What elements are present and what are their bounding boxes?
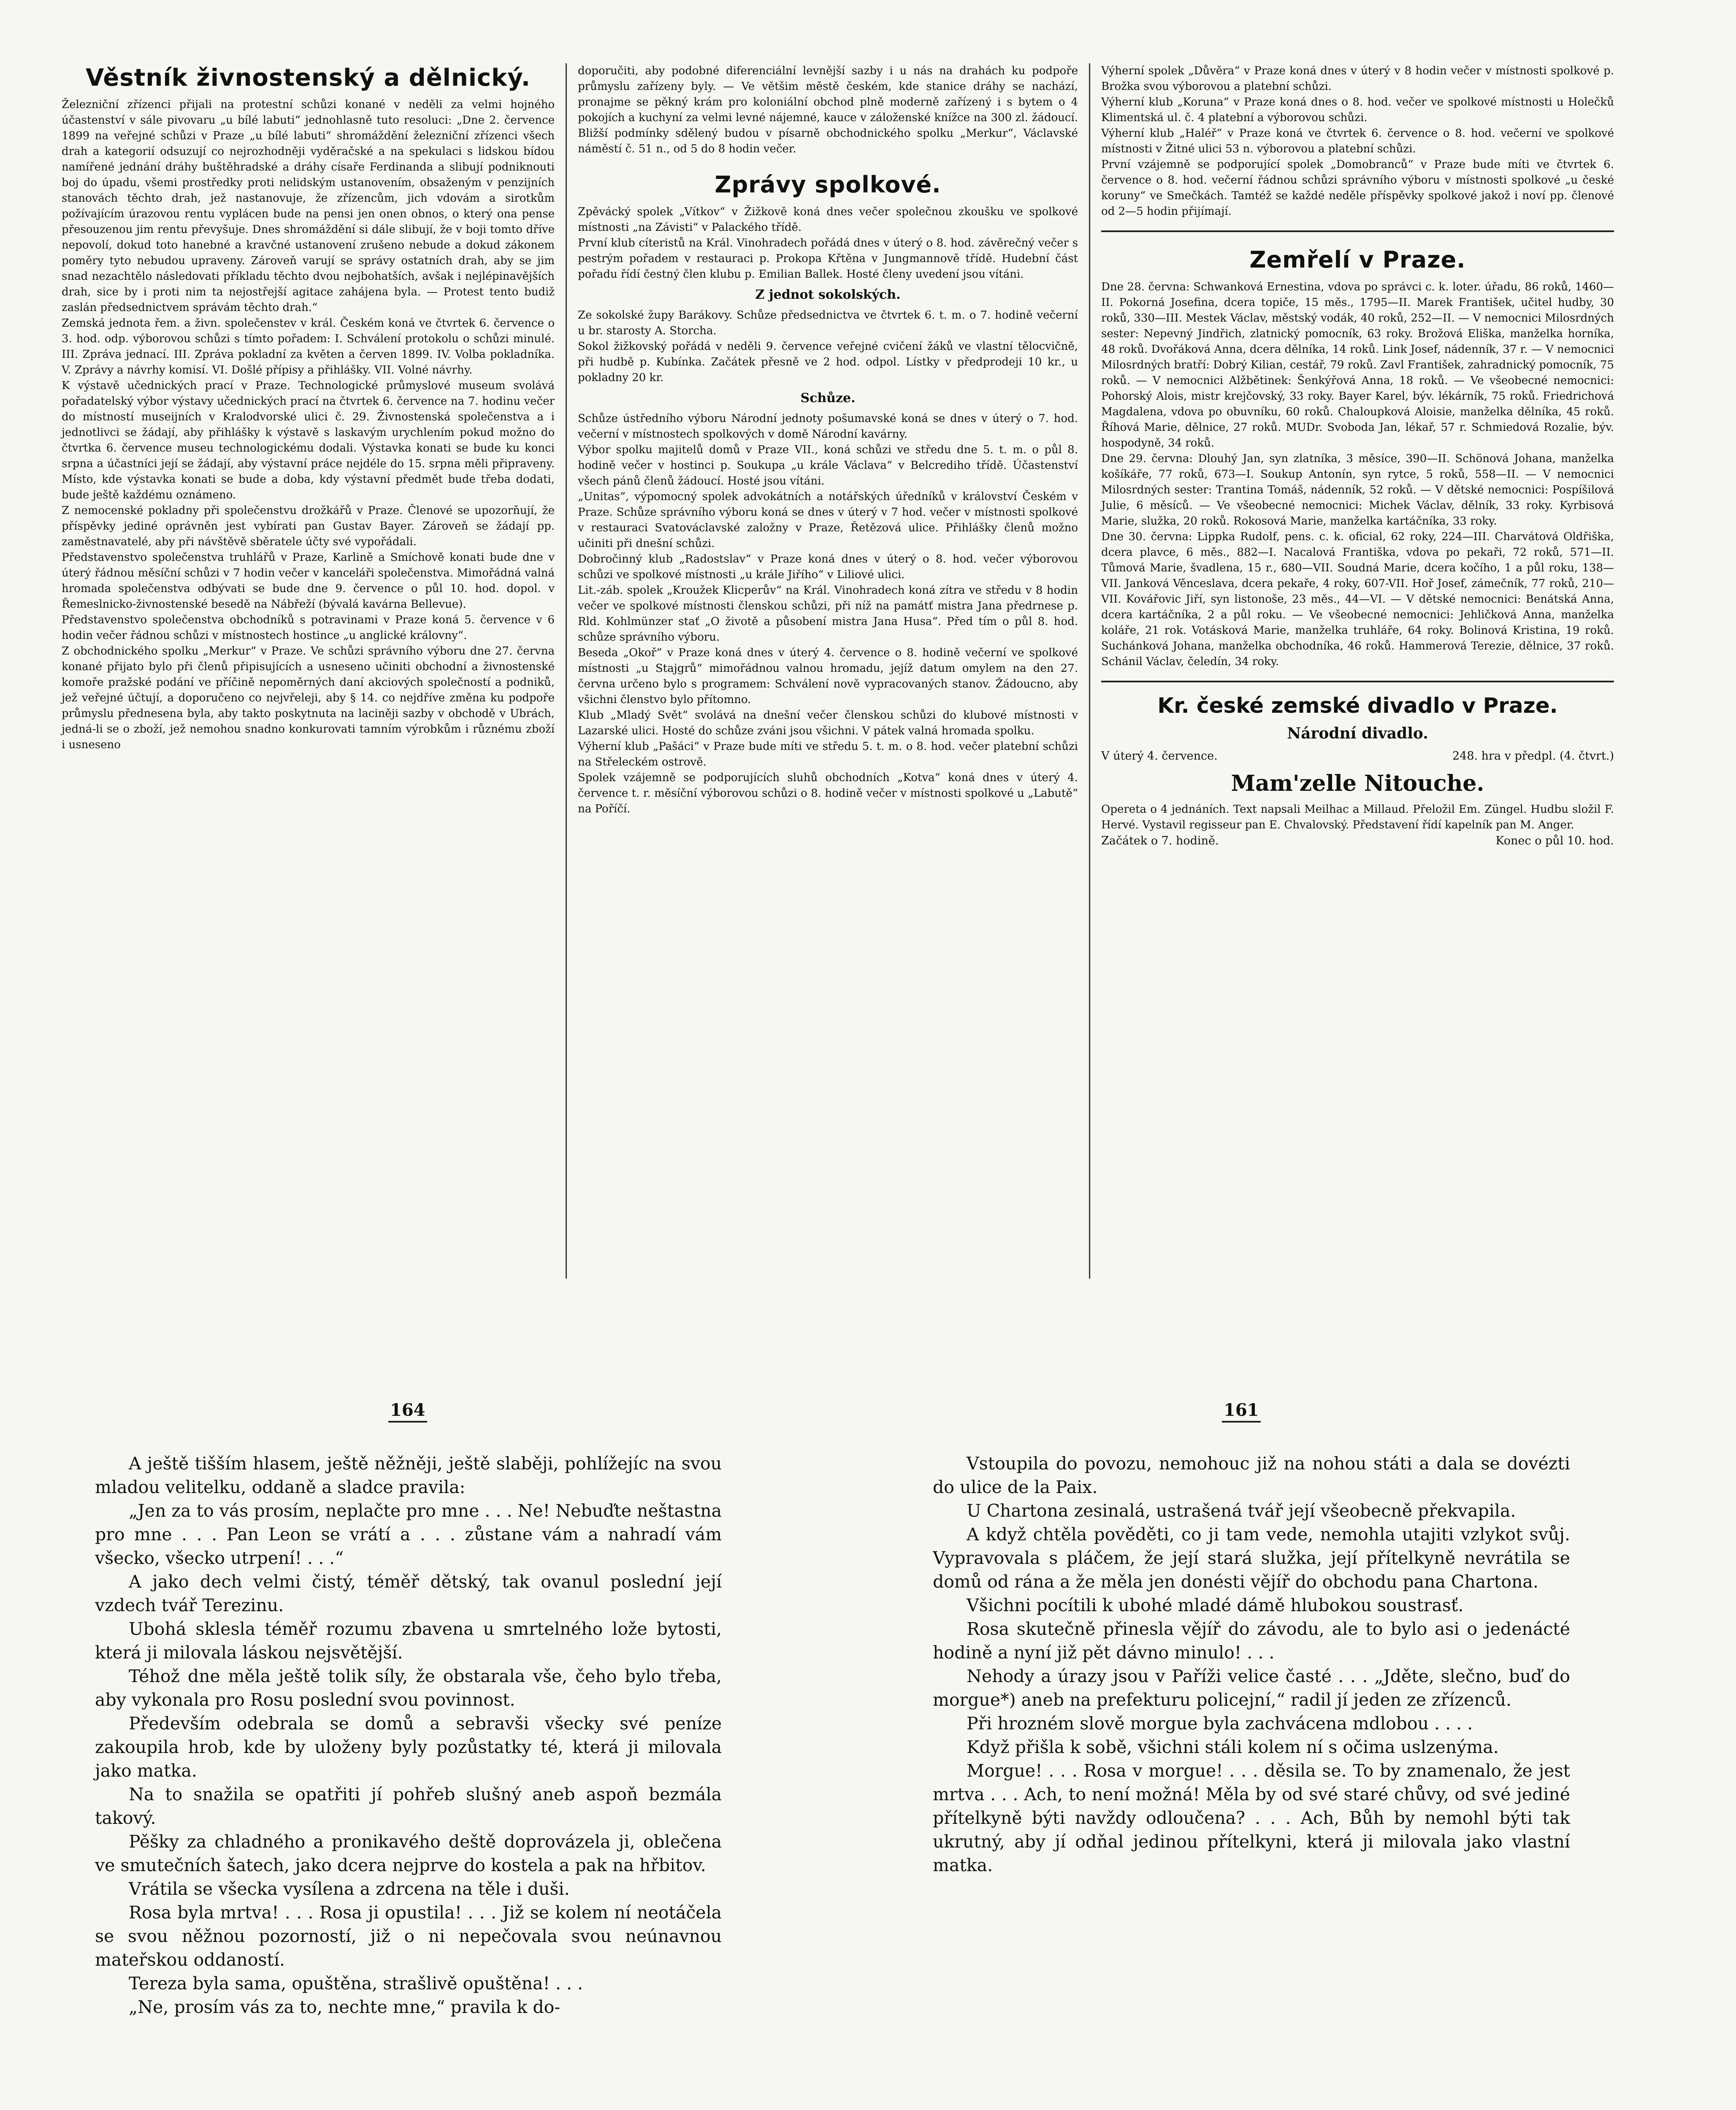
book-page-right bbox=[933, 1452, 1570, 1877]
article: Představenstvo společenstva obchodníků s potravinami v Praze koná 5. července v 6 hodin večer řádnou schůzi v místnostech hostince „u anglické královny“. bbox=[62, 614, 555, 642]
article: Z obchodnického spolku „Merkur“ v Praze. Ve schůzi správního výboru dne 27. června konané přijato bylo při členů připisujících a usneseno učiniti obchodní a živnostenské komoře pražské podání ve příčině nepoměrných daní akciových společností a podniků, jež veřejné účtují, a doporučeno co nejvřeleji, aby § 14. co nejdříve změna ku podpoře průmyslu přednesena byla, aby takto poskytnuta na laciněji sazby v obchodě v Ubrách, jedná-li se o zboží, jež nemohou snadno konkurovati tamním výrobkům i různému zboží i usneseno bbox=[62, 645, 555, 751]
section-title-zpravy-spolkove: Zprávy spolkové. bbox=[715, 171, 941, 198]
column-2 bbox=[566, 63, 1089, 1279]
book-paragraph: Především odebrala se domů a sebravši všecky své peníze zakoupila hrob, kde by uloženy byly pozůstatky té, která ji milovala jako matka. bbox=[95, 1713, 722, 1781]
divider bbox=[1101, 681, 1614, 682]
death-notice: Dne 28. června: Schwanková Ernestina, vdova po správci c. k. loter. úřadu, 86 roků, 1460—II. Pokorná Josefina, dcera topiče, 15 měs., 1795—II. Marek František, učitel hudby, 30 roků, 330—III. Mestek Václav, městský vodák, 40 roků, 252—II. — V nemocnici Milosrdných sester: Nepevný Jindřich, zlatnický pomocník, 63 roky. Brožová Eliška, manželka horníka, 48 roků. Dvořáková Anna, dcera dělníka, 14 roků. Link Josef, nádenník, 37 r. — V nemocnici Milosrdných bratří: Dobrý Kilian, cestář, 79 roků. Zavl František, zahradnický pomocník, 75 roků. — V nemocnici Alžbětinek: Šenkýřová Anna, 18 roků. — Ve všeobecné nemocnici: Pohorský Alois, mistr krejčovský, 33 roky. Bayer Karel, býv. lékárník, 75 roků. Friedrichová Magdalena, vdova po obuvníku, 60 roků. Chaloupková Aloisie, manželka dělníka, 45 roků. Říhová Marie, dělnice, 27 roků. MUDr. Svoboda Jan, lékař, 57 r. Schmiedová Rozalie, býv. hospodyně, 34 roků. bbox=[1101, 281, 1614, 449]
article: Klub „Mladý Svět“ svolává na dnešní večer členskou schůzi do klubové místnosti v Lazarské ulici. Hosté do schůze zváni jsou všichni. V pátek valná hromada spolku. bbox=[578, 709, 1078, 737]
book-paragraph: Vrátila se všecka vysílena a zdrcena na těle i duši. bbox=[129, 1879, 570, 1899]
article: Představenstvo společenstva truhlářů v Praze, Karlině a Smíchově konati bude dne v úterý řádnou měsíční schůzi v 7 hodin večer v kanceláři společenstva. Mimořádná valná hromada společenstva odbývati se bude dne 9. července o půl 10. hod. dopol. v Řemeslnicko-živnostenské besedě na Nábřeží (bývalá kavárna Bellevue). bbox=[62, 551, 555, 611]
subheading-schuze: Schůze. bbox=[800, 391, 856, 406]
play-description: Opereta o 4 jednáních. Text napsali Meilhac a Millaud. Přeložil Em. Züngel. Hudbu složil F. Hervé. Vystavil regisseur pan E. Chvalovský. Představení řídí kapelník pan M. Anger. bbox=[1101, 803, 1614, 831]
article: Výherní klub „Koruna“ v Praze koná dnes o 8. hod. večer ve spolkové místnosti u Holečků Klimentská ul. č. 4 platební a výborovou schůzi. bbox=[1101, 96, 1614, 124]
article: Výbor spolku majitelů domů v Praze VII., koná schůzi ve středu dne 5. t. m. o půl 8. hodině večer v hostinci p. Soukupa „u krále Václava“ v Belcrediho třídě. Účastenství všech pánů členů žádoucí. Hosté jsou vítáni. bbox=[578, 444, 1078, 487]
article: Beseda „Okoř“ v Praze koná dnes v úterý 4. července o 8. hodině večerní ve spolkové místnosti „u Stajgrů“ mimořádnou valnou hromadu, jejíž datum omylem na den 27. června určeno bylo s programem: Schválení nově vypracovaných stanov. Žádoucno, aby všichni členstvo bylo přítomno. bbox=[578, 647, 1078, 706]
book-paragraph: U Chartona zesinalá, ustrašená tvář její všeobecně překvapila. bbox=[967, 1501, 1516, 1521]
book-paragraph: A ještě tišším hlasem, ještě něžněji, ještě slaběji, pohlížejíc na svou mladou velitelku, oddaně a sladce pravila: bbox=[95, 1453, 722, 1497]
book-page-left bbox=[95, 1452, 722, 2019]
death-notice: Dne 30. června: Lippka Rudolf, pens. c. k. oficial, 62 roky, 224—III. Charvátová Oldřiška, dcera plavce, 6 měs., 882—I. Nacalová Františka, vdova po pekaři, 72 roků, 571—II. Tůmová Marie, švadlena, 15 r., 680—VII. Soudná Marie, dcera kočího, 1 a půl roku, 138—VII. Janková Věnceslava, dcera pekaře, 4 roky, 607-VII. Hoř Josef, zámečník, 77 roků, 210—VII. Kovářovic Jiří, syn listonoše, 23 měs., 44—VI. — V dětské nemocnici: Benátská Anna, dcera kartáčníka, 2 a půl roku. — Ve všeobecné nemocnici: Jehličková Anna, manželka koláře, 21 rok. Votásková Marie, manželka truhláře, 64 roky. Bolinová Kristina, 19 roků. Suchánková Johana, manželka obchodníka, 46 roků. Hammerová Terezie, dělnice, 37 roků. Schánil Václav, čeledín, 34 roky. bbox=[1101, 530, 1614, 668]
article: Z nemocenské pokladny při společenstvu drožkářů v Praze. Členové se upozorňují, že příspěvky jediné oprávněn jest vybírati pan Gustav Bayer. Zároveň se žádají pp. zaměstnavatelé, aby při návštěvě sběratele účty své vypořádali. bbox=[62, 504, 555, 548]
divider bbox=[1101, 230, 1614, 232]
section-title-vestnik: Věstník živnostenský a dělnický. bbox=[86, 64, 531, 92]
book-paragraph: Při hrozném slově morgue byla zachvácena mdlobou . . . . bbox=[967, 1713, 1473, 1734]
play-title: Mam'zelle Nitouche. bbox=[1231, 771, 1484, 796]
subheading-sokol: Z jednot sokolských. bbox=[755, 287, 901, 302]
page-number-left: 164 bbox=[388, 1400, 427, 1423]
article: Výherní klub „Pašáci“ v Praze bude míti ve středu 5. t. m. o 8. hod. večer platební schůzi na Střeleckém ostrově. bbox=[578, 740, 1078, 768]
play-times bbox=[1101, 833, 1614, 849]
book-paragraph: A když chtěla pověděti, co ji tam vede, nemohla utajiti vzlykot svůj. Vypravovala s pláčem, že její stará služka, její přítelkyně nevrátila se domů od rána a že měla jen donésti vějíř do obchodu pana Chartona. bbox=[933, 1524, 1570, 1592]
book-paragraph: Morgue! . . . Rosa v morgue! . . . děsila se. To by znamenalo, že jest mrtva . . . Ach, to není možná! Měla by od své staré chůvy, od své jediné přítelkyně býti navždy odloučena? . . . Ach, Bůh by nemohl býti tak ukrutný, aby jí odňal jedinou přítelkyni, která ji milovala jako vlastní matka. bbox=[933, 1761, 1570, 1875]
performance-date: V úterý 4. července. bbox=[1101, 749, 1218, 763]
book-paragraph: „Jen za to vás prosím, neplačte pro mne . . . Ne! Nebuďte neštastna pro mne . . . Pan Leon se vrátí a . . . zůstane vám a nahradí vám všecko, všecko utrpení! . . .“ bbox=[95, 1501, 722, 1568]
article: doporučiti, aby podobné diferenciální levnější sazby i u nás na drahách ku podpoře průmyslu zařízeny byly. — Ve většim městě českém, kde stanice dráhy se nachází, pronajme se pěkný krám pro koloniální obchod plně moderně zařízený i s bytem o 4 pokojích a kuchyní za velmi levné nájemné, kauce v záloženské knížce na 300 zl. žádoucí. Bližší podmínky sdělený budou v písarně obchodnického spolku „Merkur“, Václavské náměstí č. 51 n., od 5 do 8 hodin večer. bbox=[578, 65, 1078, 155]
book-paragraph: Když přišla k sobě, všichni stáli kolem ní s očima uslzenýma. bbox=[967, 1737, 1499, 1757]
article: Výherní spolek „Důvěra“ v Praze koná dnes v úterý v 8 hodin večer v místnosti spolkové p. Brožka svou výborovou a platební schůzi. bbox=[1101, 65, 1614, 93]
article: Schůze ústředního výboru Národní jednoty pošumavské koná se dnes v úterý o 7. hod. večerní v místnostech spolkových v domě Národní kavárny. bbox=[578, 412, 1078, 441]
book-paragraph: Na to snažila se opatřiti jí pohřeb slušný aneb aspoň bezmála takový. bbox=[95, 1784, 722, 1828]
book-paragraph: Všichni pocítili k ubohé mladé dámě hlubokou soustrasť. bbox=[967, 1595, 1464, 1615]
article: Lit.-záb. spolek „Kroužek Klicperův“ na Král. Vinohradech koná zítra ve středu v 8 hodin večer ve spolkové místnosti členskou schůzi, při níž na památť mistra Jana předrnese p. Rld. Kohlmünzer stať „O životě a působení mistra Jana Husa“. Před tím o půl 8. hod. schůze správního výboru. bbox=[578, 584, 1078, 644]
newspaper-columns bbox=[51, 63, 1625, 1279]
book-paragraph: Téhož dne měla ještě tolik síly, že obstarala vše, čeho bylo třeba, aby vykonala pro Rosu poslední svou povinnost. bbox=[95, 1666, 722, 1710]
theatre-subtitle: Národní divadlo. bbox=[1287, 725, 1428, 742]
performance-info bbox=[1101, 748, 1614, 764]
column-1 bbox=[51, 63, 566, 1279]
article: První vzájemně se podporující spolek „Domobranců“ v Praze bude míti ve čtvrtek 6. července o 8. hod. večerní řádnou schůzi správního výboru v místnosti spolkové „u české koruny“ ve Smečkách. Tamtéž se každé neděle příspěvky spolkové jakož i noví pp. členové od 2—5 hodin přijímají. bbox=[1101, 158, 1614, 218]
article: Železniční zřízenci přijali na protestní schůzi konané v neděli za velmi hojného účastenství v sále pivovaru „u bílé labuti“ jednohlasně tuto resoluci: „Dne 2. července 1899 na veřejné schůzi v Praze „u bílé labuti“ shromáždění železniční zřízenci všech drah a kategorií odsuzují co nejrozhodněji vyděračské a na spekulaci s lidskou bídou namířené jednání dráhy buštěhradské a dráhy císaře Ferdinanda a slibují podniknouti boj do úpadu, všemi prostředky proti nelidským ustanovením, obsaženým v penzijních stanovách těchto drah, jež nastanovuje, že zřízencům, jich vdovám a sirotkům požívajícím úrazovou rentu vyplácen bude na pensi jen onen obnos, o který ona pense přesouzenou jim rentu převyšuje. Dnes shromáždění si dále slibují, že v boji tomto dříve nepovolí, dokud toto hanebné a kravčné ustanovení zrušeno nebude a dokud zákonem poměry tyto nebudou upraveny. Zároveň varují se správy ostatních drah, aby se jim snad nezachtělo následovati příkladu těchto dvou nejbohatších, avšak i nejlépinavějších drah, sice by i proti nim ta nejostřejší agitace zahájena byla. — Protest tento budiž zaslán předsednictvem správám těchto drah.“ bbox=[62, 98, 555, 314]
theatre-title: Kr. české zemské divadlo v Praze. bbox=[1157, 693, 1558, 718]
book-paragraph: Ubohá sklesla téměř rozumu zbavena u smrtelného lože bytosti, která ji milovala láskou nejsvětější. bbox=[95, 1619, 722, 1663]
article: Výherní klub „Haléř“ v Praze koná ve čtvrtek 6. července o 8. hod. večerní ve spolkové místnosti v Žitné ulici 53 n. výborovou a platební schůzi. bbox=[1101, 127, 1614, 155]
book-paragraph: Pěšky za chladného a pronikavého deště doprovázela ji, oblečena ve smutečních šatech, jako dcera nejprve do kostela a pak na hřbitov. bbox=[95, 1831, 722, 1875]
book-paragraph: Rosa skutečně přinesla vějíř do závodu, ale to bylo asi o jedenácté hodině a nyní již pět dávno minulo! . . . bbox=[933, 1619, 1570, 1663]
article: Zpěvácký spolek „Vítkov“ v Žižkově koná dnes večer společnou zkoušku ve spolkové místnosti „na Závisti“ v Palackého třídě. bbox=[578, 206, 1078, 234]
book-paragraph: „Ne, prosím vás za to, nechte mne,“ pravila k do- bbox=[129, 1997, 561, 2017]
end-time: Konec o půl 10. hod. bbox=[1495, 834, 1614, 847]
article: Dobročinný klub „Radostslav“ v Praze koná dnes v úterý o 8. hod. večer výborovou schůzi ve spolkové místnosti „u krále Jiřího“ v Liliové ulici. bbox=[578, 553, 1078, 581]
book-paragraph: A jako dech velmi čistý, téměř dětský, tak ovanul poslední její vzdech tvář Terezinu. bbox=[95, 1572, 722, 1615]
column-3 bbox=[1089, 63, 1625, 1279]
subscription-info: 248. hra v předpl. (4. čtvrt.) bbox=[1452, 749, 1614, 763]
book-paragraph: Rosa byla mrtva! . . . Rosa ji opustila! . . . Již se kolem ní neotáčela se svou něžnou pozorností, již o ni nepečovala svou neúnavnou mateřskou oddaností. bbox=[95, 1902, 722, 1970]
section-title-zemreli: Zemřelí v Praze. bbox=[1249, 246, 1466, 273]
article: Zemská jednota řem. a živn. společenstev v král. Českém koná ve čtvrtek 6. července o 3. hod. odp. výborovou schůzi s tímto pořadem: I. Schválení protokolu o schůzi minulé. III. Zpráva jednací. III. Zpráva pokladní za květen a červen 1899. IV. Volba pokladníka. V. Zprávy a návrhy komisí. VI. Došlé přípisy a přihlášky. VII. Volné návrhy. bbox=[62, 317, 555, 376]
article: První klub cíteristů na Král. Vinohradech pořádá dnes v úterý o 8. hod. závěrečný večer s pestrým pořadem v restauraci p. Prokopa Křtěna v Jungmannově třídě. Hudební část pořadu řídí čestný člen klubu p. Emilian Ballek. Hosté členy uvedení jsou vítáni. bbox=[578, 237, 1078, 281]
book-paragraph: Nehody a úrazy jsou v Paříži velice časté . . . „Jděte, slečno, buď do morgue*) aneb na prefekturu policejní,“ radil jí jeden ze zřízenců. bbox=[933, 1666, 1570, 1710]
article: Spolek vzájemně se podporujících sluhů obchodních „Kotva“ koná dnes v úterý 4. července t. r. měsíční výborovou schůzi o 8. hodině večer v místnosti spolkové u „Labutě“ na Poříčí. bbox=[578, 771, 1078, 815]
article: Ze sokolské župy Barákovy. Schůze předsednictva ve čtvrtek 6. t. m. o 7. hodině večerní u br. starosty A. Storcha. bbox=[578, 309, 1078, 337]
book-paragraph: Tereza byla sama, opuštěna, strašlivě opuštěna! . . . bbox=[129, 1973, 583, 1994]
article: K výstavě učednických prací v Praze. Technologické průmyslové museum svolává pořadatelský výbor výstavy učednických prací na čtvrtek 6. července na 7. hodinu večer do místností museijních v Kralodvorské ulici č. 29. Živnostenská společenstva a i jednotlivci se žádají, aby přihlášky k výstavě s laskavým urychlením pokud možno do čtvrtka 6. července museu technologickému dodali. Výstavka konati se bude ku konci srpna a účastníci její se žádají, aby výstavní práce nejdéle do 15. srpna měli připraveny. Místo, kde výstavka konati se bude a doba, kdy výstavní předmět bude třeba dodati, bude ještě každému oznámeno. bbox=[62, 379, 555, 501]
book-paragraph: Vstoupila do povozu, nemohouc již na nohou státi a dala se dovézti do ulice de la Paix. bbox=[933, 1453, 1570, 1497]
start-time: Začátek o 7. hodině. bbox=[1101, 834, 1219, 847]
article: „Unitas“, výpomocný spolek advokátních a notářských úředníků v království Českém v Praze. Schůze správního výboru koná se dnes v úterý v 7 hod. večer v místnosti spolkové v restauraci Svatováclavské založny v Praze, Řetězová ulice. Přihlášky členů možno učiniti při dnešní schůzi. bbox=[578, 490, 1078, 550]
article: Sokol žižkovský pořádá v neděli 9. července veřejné cvičení žáků ve vlastní tělocvičně, při hudbě p. Kubínka. Začátek přesně ve 2 hod. odpol. Lístky v předprodeji 10 kr., u pokladny 20 kr. bbox=[578, 340, 1078, 384]
death-notice: Dne 29. června: Dlouhý Jan, syn zlatníka, 3 měsíce, 390—II. Schönová Johana, manželka košíkáře, 77 roků, 673—I. Soukup Antonín, syn rytce, 5 roků, 558—II. — V nemocnici Milosrdných sester: Trantina Tomáš, nádenník, 52 roků. — V dětské nemocnici: Pospíšilová Julie, 6 měsíců. — Ve všeobecné nemocnici: Michek Václav, dělník, 33 roky. Kyrbisová Marie, služka, 20 roků. Rokosová Marie, manželka kartáčníka, 33 roky. bbox=[1101, 452, 1614, 528]
page-number-right: 161 bbox=[1222, 1400, 1261, 1423]
